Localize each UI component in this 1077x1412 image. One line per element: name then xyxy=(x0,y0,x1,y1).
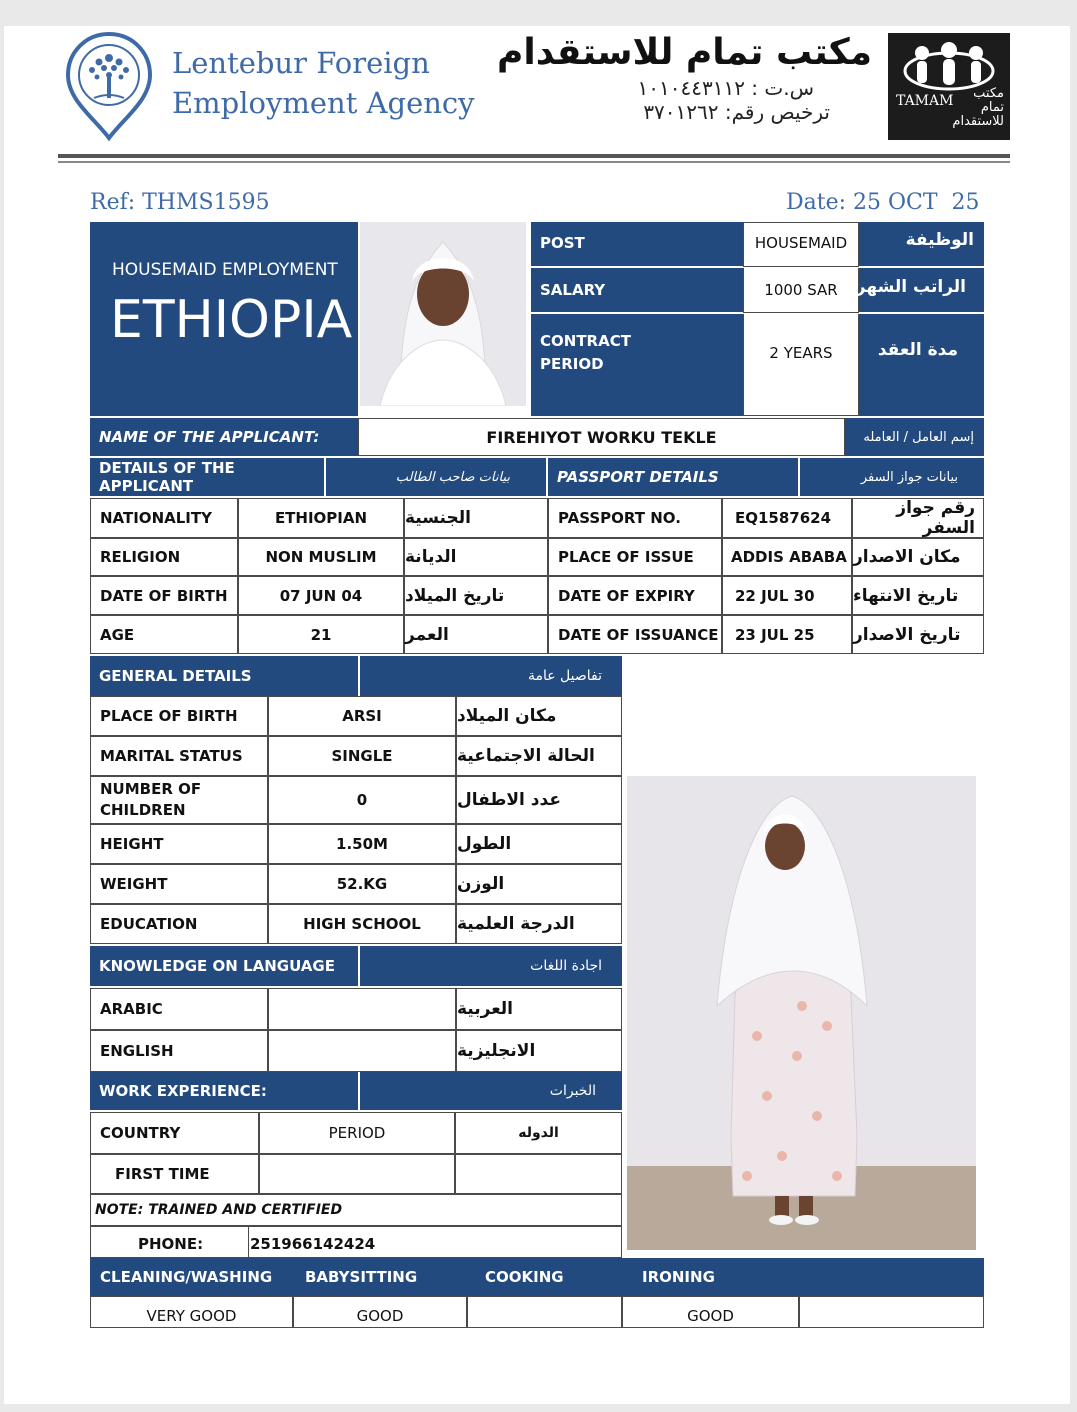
skill-rating: GOOD xyxy=(293,1296,467,1328)
general-value: 52.KG xyxy=(268,864,456,904)
language-label: ARABIC xyxy=(90,988,268,1030)
name-value: FIREHIYOT WORKU TEKLE xyxy=(358,418,845,456)
contract-label-1: CONTRACT xyxy=(540,332,631,350)
general-label: HEIGHT xyxy=(90,824,268,864)
phone-label: PHONE: xyxy=(138,1235,204,1253)
name-label: NAME OF THE APPLICANT: xyxy=(90,418,358,456)
general-label-ar: عدد الاطفال xyxy=(456,776,622,824)
job-arabic-column xyxy=(859,222,984,416)
first-time-period xyxy=(259,1154,455,1194)
details-title: DETAILS OF THE APPLICANT xyxy=(90,458,324,496)
detail-label-ar: العمر xyxy=(404,615,548,654)
period-label: PERIOD xyxy=(259,1112,455,1154)
country-label: COUNTRY xyxy=(90,1112,259,1154)
skill-rating: VERY GOOD xyxy=(90,1296,293,1328)
passport-title-ar: بيانات جواز السفر xyxy=(800,458,984,496)
post-label-ar: الوظيفة xyxy=(905,230,974,250)
tamam-logo xyxy=(888,33,1010,140)
language-title-ar: اجادة اللغات xyxy=(360,946,622,986)
phone-value: 251966142424 xyxy=(250,1235,376,1253)
name-label-ar: إسم العامل / العامله xyxy=(845,418,984,456)
detail-value: ETHIOPIAN xyxy=(238,498,404,538)
skill-header: CLEANING/WASHING xyxy=(90,1258,293,1296)
salary-label-ar: الراتب الشهري xyxy=(840,277,966,297)
language-label-ar: الانجليزية xyxy=(456,1030,622,1072)
skill-header: COOKING xyxy=(467,1258,622,1296)
detail-label-ar: تاريخ الميلاد xyxy=(404,576,548,615)
agency-name-line2: Employment Agency xyxy=(172,86,475,120)
skill-rating xyxy=(467,1296,622,1328)
general-value: SINGLE xyxy=(268,736,456,776)
full-body-photo xyxy=(627,776,976,1250)
skill-rating: GOOD xyxy=(622,1296,799,1328)
detail-label: AGE xyxy=(90,615,238,654)
language-level xyxy=(268,988,456,1030)
detail-label: NATIONALITY xyxy=(90,498,238,538)
general-label-ar: الحالة الاجتماعية xyxy=(456,736,622,776)
passport-label: DATE OF EXPIRY xyxy=(548,576,722,615)
detail-label: DATE OF BIRTH xyxy=(90,576,238,615)
header-divider-thin xyxy=(58,161,1010,163)
language-label: ENGLISH xyxy=(90,1030,268,1072)
skill-rating xyxy=(799,1296,984,1328)
reference-number: Ref: THMS1595 xyxy=(90,190,270,215)
note-text: NOTE: TRAINED AND CERTIFIED xyxy=(90,1194,622,1226)
details-title-ar: بيانات صاحب الطالب xyxy=(326,458,546,496)
general-title: GENERAL DETAILS xyxy=(90,656,358,696)
skill-header: IRONING xyxy=(622,1258,799,1296)
general-value: 1.50M xyxy=(268,824,456,864)
country-label-ar: الدوله xyxy=(455,1112,622,1154)
first-time-country xyxy=(455,1154,622,1194)
passport-value: EQ1587624 xyxy=(722,498,852,538)
detail-value: 21 xyxy=(238,615,404,654)
passport-label-ar: تاريخ الاصدار xyxy=(852,615,984,654)
general-label-ar: الدرجة العلمية xyxy=(456,904,622,944)
post-label: POST xyxy=(540,234,585,252)
general-label-ar: مكان الميلاد xyxy=(456,696,622,736)
first-time: FIRST TIME xyxy=(90,1154,259,1194)
general-title-ar: تفاصيل عامة xyxy=(360,656,622,696)
arabic-cr-number: س.ت : ١٠١٠٤٤٣١١٢ xyxy=(637,76,814,100)
passport-label: DATE OF ISSUANCE xyxy=(548,615,722,654)
detail-label-ar: الديانة xyxy=(404,538,548,576)
phone-value-cell xyxy=(248,1226,249,1258)
passport-label-ar: مكان الاصدار xyxy=(852,538,984,576)
contract-label-ar: مدة العقد xyxy=(877,340,958,360)
detail-label-ar: الجنسية xyxy=(404,498,548,538)
contract-label-2: PERIOD xyxy=(540,355,604,373)
tamam-logo-text: TAMAM xyxy=(896,93,954,109)
detail-label: RELIGION xyxy=(90,538,238,576)
detail-value: NON MUSLIM xyxy=(238,538,404,576)
banner-country: ETHIOPIA xyxy=(110,290,353,350)
passport-value: ADDIS ABABA xyxy=(722,538,852,576)
document-date: Date: 25 OCT 25 xyxy=(786,190,980,215)
experience-title-ar: الخبرات xyxy=(360,1072,622,1110)
arabic-license-number: ترخيص رقم: ٣٧٠١٢٦٢ xyxy=(643,100,830,124)
general-label-ar: الطول xyxy=(456,824,622,864)
general-label: PLACE OF BIRTH xyxy=(90,696,268,736)
skill-header: BABYSITTING xyxy=(293,1258,467,1296)
agency-name-line1: Lentebur Foreign xyxy=(172,46,430,80)
tamam-logo-arabic: مكتب تمام للاستقدام xyxy=(952,86,1004,129)
cv-page xyxy=(4,26,1070,1404)
country-banner xyxy=(90,222,358,416)
general-label: NUMBER OF CHILDREN xyxy=(90,776,268,824)
general-value: HIGH SCHOOL xyxy=(268,904,456,944)
salary-value: 1000 SAR xyxy=(764,281,838,299)
passport-label-ar: رقم جواز السفر xyxy=(852,498,984,538)
general-label-ar: الوزن xyxy=(456,864,622,904)
general-value: 0 xyxy=(268,776,456,824)
contract-value: 2 YEARS xyxy=(769,344,833,362)
job-row-divider xyxy=(743,312,859,313)
language-label-ar: العربية xyxy=(456,988,622,1030)
passport-value: 23 JUL 25 xyxy=(722,615,852,654)
header-divider xyxy=(58,154,1010,158)
passport-title: PASSPORT DETAILS xyxy=(548,458,798,496)
passport-label-ar: تاريخ الانتهاء xyxy=(852,576,984,615)
language-title: KNOWLEDGE ON LANGUAGE xyxy=(90,946,358,986)
banner-subtitle: HOUSEMAID EMPLOYMENT xyxy=(112,260,338,280)
general-label: WEIGHT xyxy=(90,864,268,904)
post-value: HOUSEMAID xyxy=(754,234,848,252)
salary-label: SALARY xyxy=(540,281,606,299)
general-label: MARITAL STATUS xyxy=(90,736,268,776)
skill-header xyxy=(799,1258,984,1296)
experience-title: WORK EXPERIENCE: xyxy=(90,1072,358,1110)
detail-value: 07 JUN 04 xyxy=(238,576,404,615)
language-level xyxy=(268,1030,456,1072)
applicant-portrait xyxy=(360,222,526,406)
passport-value: 22 JUL 30 xyxy=(722,576,852,615)
lentebur-logo-icon xyxy=(64,30,154,142)
general-label: EDUCATION xyxy=(90,904,268,944)
passport-label: PASSPORT NO. xyxy=(548,498,722,538)
general-value: ARSI xyxy=(268,696,456,736)
job-row-divider xyxy=(743,266,859,267)
arabic-office-name: مكتب تمام للاستقدام xyxy=(496,32,872,73)
family-icon xyxy=(902,41,996,91)
passport-label: PLACE OF ISSUE xyxy=(548,538,722,576)
